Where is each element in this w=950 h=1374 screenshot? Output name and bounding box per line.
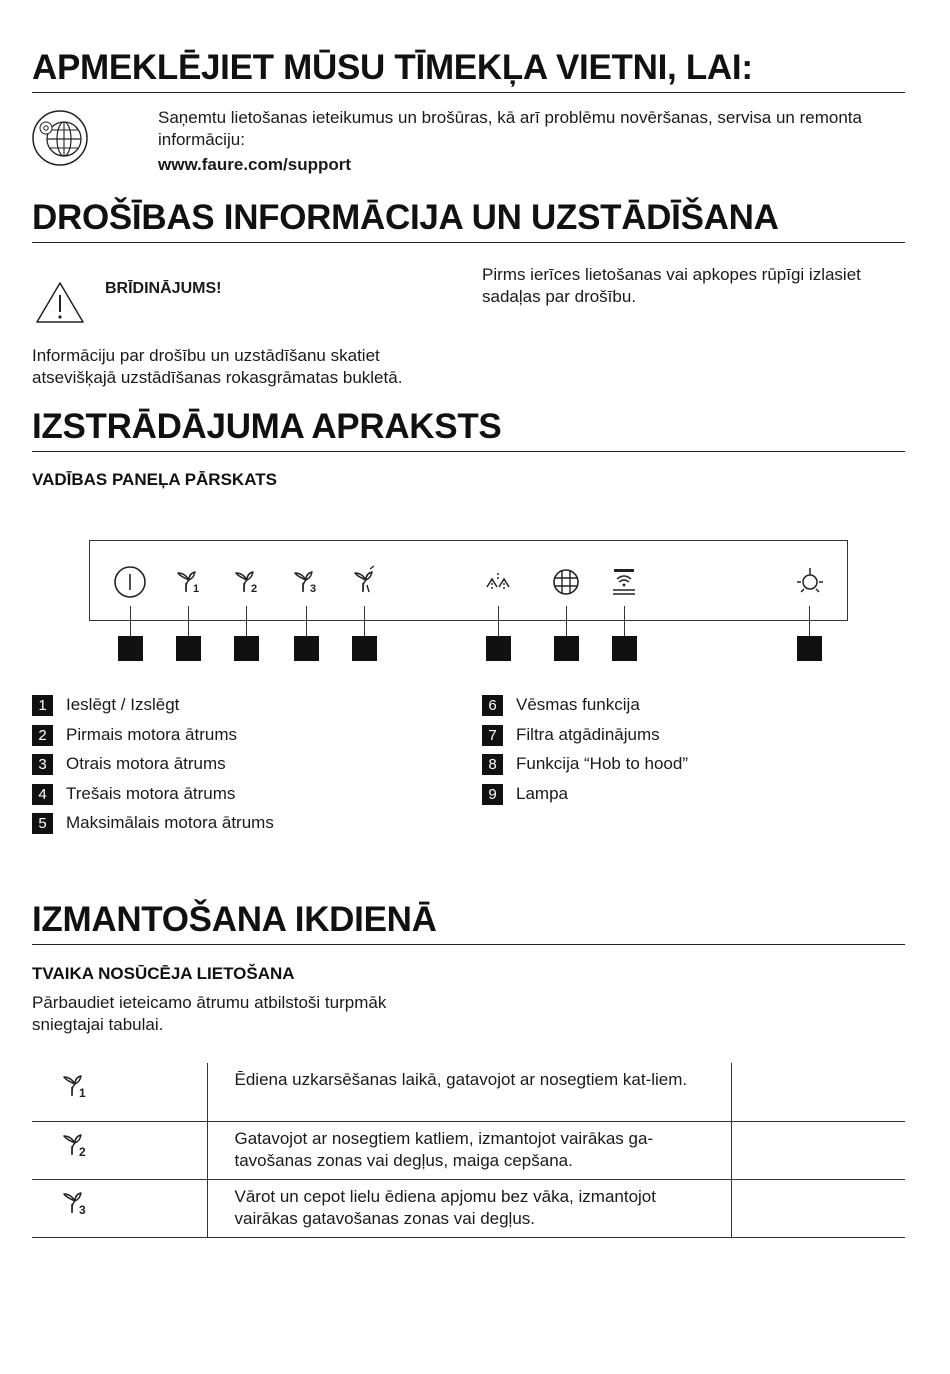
fan-speed-2-icon <box>58 1128 92 1162</box>
callout-stem-3 <box>246 606 247 636</box>
hood-usage-subtitle: TVAIKA NOSŪCĒJA LIETOŠANA <box>32 964 295 983</box>
legend-number: 5 <box>32 813 53 834</box>
breeze-icon <box>481 565 515 599</box>
legend-label: Pirmais motora ātrums <box>66 725 237 744</box>
legend-number: 3 <box>32 754 53 775</box>
fan-speed-1-icon <box>58 1069 92 1103</box>
callout-marker-4 <box>294 636 319 661</box>
speed-cell <box>32 1121 207 1179</box>
callout-marker-6 <box>486 636 511 661</box>
website-text: Saņemtu lietošanas ieteikumus un brošūras, kā arī problēmu novēršanas, servisa un remonta informāciju: <box>158 108 862 149</box>
lamp-icon <box>793 565 827 599</box>
callout-marker-3 <box>234 636 259 661</box>
globe-at-icon <box>31 109 89 167</box>
legend-item <box>32 811 274 835</box>
legend-item <box>482 752 688 776</box>
legend-item <box>482 782 568 806</box>
callout-stem-2 <box>188 606 189 636</box>
legend-number: 7 <box>482 725 503 746</box>
legend-item <box>32 723 237 747</box>
speed-description: Ēdiena uzkarsēšanas laikā, gatavojot ar nosegtiem kat-liem. <box>207 1063 731 1121</box>
speed-cell <box>32 1179 207 1237</box>
speed-cell <box>32 1063 207 1121</box>
callout-stem-1 <box>130 606 131 636</box>
legend-item <box>482 723 660 747</box>
callout-marker-8 <box>612 636 637 661</box>
filter-grid-icon <box>549 565 583 599</box>
safety-info-text: Informāciju par drošību un uzstādīšanu skatiet atsevišķajā uzstādīšanas rokasgrāmatas bukletā. <box>32 346 403 387</box>
legend-label: Trešais motora ātrums <box>66 784 236 803</box>
legend-label: Maksimālais motora ātrums <box>66 813 274 832</box>
website-url[interactable]: www.faure.com/support <box>158 155 352 174</box>
empty-cell <box>731 1063 905 1121</box>
legend-number: 1 <box>32 695 53 716</box>
usage-intro-text: Pārbaudiet ieteicamo ātrumu atbilstoši turpmāk sniegtajai tabulai. <box>32 993 387 1034</box>
warning-label: BRĪDINĀJUMS! <box>105 280 222 297</box>
hob-to-hood-icon <box>607 565 641 599</box>
speed-digit: 3 <box>79 1202 86 1217</box>
legend-label: Vēsmas funkcija <box>516 695 640 714</box>
speed-description: Vārot un cepot lielu ēdiena apjomu bez vāka, izmantojot vairākas gatavošanas zonas vai degļus. <box>207 1179 731 1237</box>
section-title-safety: DROŠĪBAS INFORMĀCIJA UN UZSTĀDĪŠANA <box>32 198 905 243</box>
fan-max-icon <box>347 565 381 599</box>
legend-number: 6 <box>482 695 503 716</box>
fan-speed-2-icon <box>230 565 264 599</box>
legend-item <box>32 693 179 717</box>
speed-description: Gatavojot ar nosegtiem katliem, izmantojot vairākas ga-tavošanas zonas vai degļus, maiga cepšana. <box>207 1121 731 1179</box>
fan-speed-1-digit: 1 <box>193 583 200 595</box>
legend-label: Lampa <box>516 784 568 803</box>
legend-number: 4 <box>32 784 53 805</box>
legend-label: Funkcija “Hob to hood” <box>516 754 688 773</box>
callout-marker-2 <box>176 636 201 661</box>
callout-marker-7 <box>554 636 579 661</box>
table-row <box>32 1063 905 1121</box>
legend-item <box>32 752 226 776</box>
legend-number: 8 <box>482 754 503 775</box>
fan-speed-3-digit: 3 <box>310 583 317 595</box>
speed-table <box>32 1063 905 1238</box>
legend-label: Filtra atgādinājums <box>516 725 660 744</box>
callout-stem-9 <box>809 606 810 636</box>
callout-marker-5 <box>352 636 377 661</box>
speed-digit: 1 <box>79 1086 86 1100</box>
legend-number: 2 <box>32 725 53 746</box>
section-title-usage: IZMANTOŠANA IKDIENĀ <box>32 900 905 945</box>
warning-triangle-icon <box>35 281 85 324</box>
empty-cell <box>731 1179 905 1237</box>
legend-item <box>32 782 235 806</box>
fan-speed-3-icon <box>289 565 323 599</box>
speed-digit: 2 <box>79 1144 86 1159</box>
legend-number: 9 <box>482 784 503 805</box>
table-row <box>32 1179 905 1237</box>
section-title-product: IZSTRĀDĀJUMA APRAKSTS <box>32 407 905 452</box>
power-icon <box>113 565 147 599</box>
legend-label: Ieslēgt / Izslēgt <box>66 695 180 714</box>
callout-stem-4 <box>306 606 307 636</box>
callout-marker-9 <box>797 636 822 661</box>
fan-speed-2-digit: 2 <box>251 583 258 595</box>
legend-label: Otrais motora ātrums <box>66 754 226 773</box>
section-title-website: APMEKLĒJIET MŪSU TĪMEKĻA VIETNI, LAI: <box>32 48 905 93</box>
callout-stem-5 <box>364 606 365 636</box>
warning-text: Pirms ierīces lietošanas vai apkopes rūpīgi izlasiet sadaļas par drošību. <box>482 265 861 306</box>
callout-marker-1 <box>118 636 143 661</box>
callout-stem-8 <box>624 606 625 636</box>
callout-stem-7 <box>566 606 567 636</box>
empty-cell <box>731 1121 905 1179</box>
fan-speed-1-icon <box>172 565 206 599</box>
fan-speed-3-icon <box>58 1186 92 1220</box>
control-panel-subtitle: VADĪBAS PANEĻA PĀRSKATS <box>32 470 277 489</box>
legend-item <box>482 693 640 717</box>
callout-stem-6 <box>498 606 499 636</box>
table-row <box>32 1121 905 1179</box>
